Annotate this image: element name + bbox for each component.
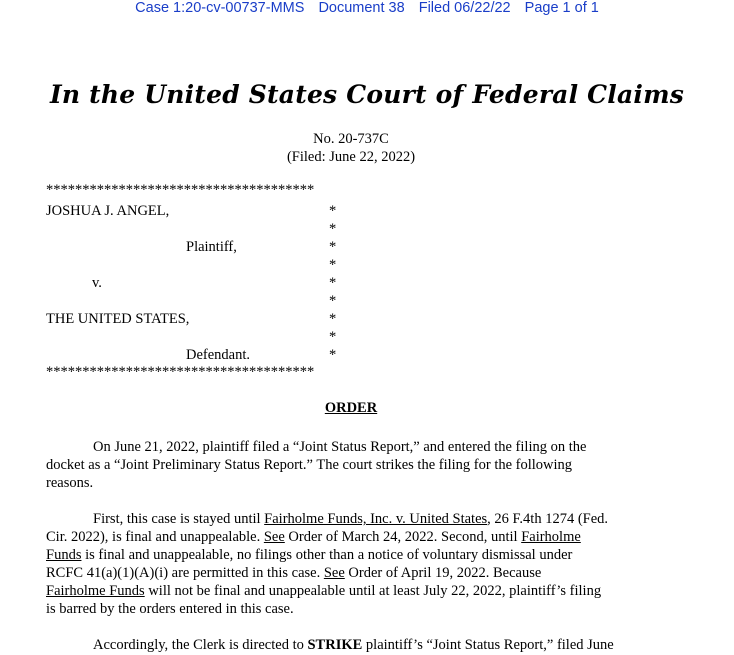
text-run: will not be final and unappealable until at least July 22, 2022, plaintiff’s filing — [144, 583, 602, 599]
text-run: Order of March 24, 2022. Second, until — [284, 529, 522, 545]
plaintiff-name: JOSHUA J. ANGEL, — [46, 203, 170, 219]
paragraph-line: On June 21, 2022, plaintiff filed a “Joint Status Report,” and entered the filing on the — [93, 439, 587, 455]
defendant-role: Defendant. — [186, 347, 251, 363]
text-run: First, this case is stayed until — [93, 511, 265, 527]
text-run: Order of April 19, 2022. Because — [344, 565, 542, 581]
plaintiff-role: Plaintiff, — [186, 239, 237, 255]
case-citation: Funds — [46, 547, 82, 563]
stamp-case-number: Case 1:20-cv-00737-MMS — [135, 0, 305, 16]
case-citation: Fairholme — [521, 529, 581, 545]
text-run: , 26 F.4th 1274 (Fed. — [487, 511, 609, 527]
text-run: is final and unappealable, no filings other than a notice of voluntary dismissal under — [81, 547, 573, 563]
stamp-document-number: Document 38 — [318, 0, 405, 16]
versus: v. — [92, 275, 102, 291]
signal-see: See — [263, 529, 285, 545]
caption-star: * — [329, 293, 337, 309]
order-heading: ORDER — [324, 400, 378, 416]
text-run: Accordingly, the Clerk is directed to — [93, 637, 308, 653]
caption-star: * — [329, 275, 337, 291]
caption-star: * — [329, 239, 337, 255]
text-run: plaintiff’s “Joint Status Report,” filed June — [362, 637, 614, 653]
case-citation: Fairholme Funds — [46, 583, 145, 599]
paragraph-3 — [46, 636, 666, 654]
stamp-page-number: Page 1 of 1 — [524, 0, 599, 16]
text-run: Cir. 2022), is final and unappealable. — [46, 529, 264, 545]
caption-star: * — [329, 311, 337, 327]
paragraph-line — [46, 582, 666, 600]
paragraph-line — [46, 636, 666, 654]
caption-star: * — [329, 347, 337, 363]
stamp-filed-date: Filed 06/22/22 — [418, 0, 511, 16]
caption-top-border: ************************************* — [46, 182, 315, 198]
paragraph-line — [46, 564, 666, 582]
case-number: No. 20-737C — [313, 131, 389, 147]
ecf-header-stamp — [0, 0, 734, 17]
paragraph-line — [46, 510, 666, 528]
paragraph-line: reasons. — [46, 475, 94, 491]
paragraph-1 — [46, 438, 666, 492]
court-title: In the United States Court of Federal Claims — [49, 80, 685, 109]
caption-star: * — [329, 221, 337, 237]
caption-star: * — [329, 257, 337, 273]
paragraph-line: docket as a “Joint Preliminary Status Report.” The court strikes the filing for the following — [46, 457, 573, 473]
filed-date: (Filed: June 22, 2022) — [286, 149, 416, 165]
strike-directive: STRIKE — [307, 637, 363, 653]
paragraph-line — [46, 546, 666, 564]
paragraph-2 — [46, 510, 666, 618]
caption-star: * — [329, 329, 337, 345]
paragraph-line: is barred by the orders entered in this case. — [46, 601, 294, 617]
case-citation: Fairholme Funds, Inc. v. United States — [264, 511, 488, 527]
caption-star: * — [329, 203, 337, 219]
signal-see: See — [323, 565, 345, 581]
paragraph-line — [46, 528, 666, 546]
defendant-name: THE UNITED STATES, — [46, 311, 190, 327]
caption-bottom-border: ************************************* — [46, 364, 315, 380]
text-run: RCFC 41(a)(1)(A)(i) are permitted in this case. — [46, 565, 324, 581]
